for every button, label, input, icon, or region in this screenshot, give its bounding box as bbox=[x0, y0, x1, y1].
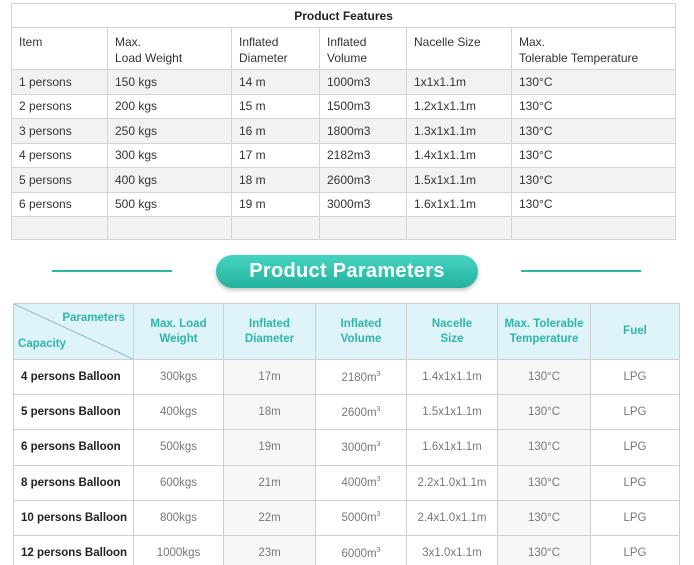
parameters-cell-diameter: 19m bbox=[224, 430, 316, 465]
features-cell-empty bbox=[512, 217, 676, 240]
features-cell: 1.4x1x1.1m bbox=[407, 143, 512, 168]
features-cell: 3000m3 bbox=[320, 192, 407, 217]
parameters-header-text: Size bbox=[440, 332, 464, 345]
parameters-corner-cell bbox=[14, 304, 134, 360]
features-cell: 200 kgs bbox=[108, 94, 232, 119]
features-cell-empty bbox=[12, 217, 108, 240]
parameters-cell-volume bbox=[316, 430, 407, 465]
parameters-cell-nacelle: 1.6x1x1.1m bbox=[407, 430, 498, 465]
features-cell: 1 persons bbox=[12, 70, 108, 95]
parameters-header-cell bbox=[134, 304, 224, 360]
table-row bbox=[12, 119, 676, 144]
features-cell: 300 kgs bbox=[108, 143, 232, 168]
parameters-cell-fuel: LPG bbox=[591, 430, 680, 465]
parameters-header-text: Max. Tolerable bbox=[504, 317, 584, 330]
table-row bbox=[14, 500, 680, 535]
features-header-text: Item bbox=[19, 35, 43, 49]
features-cell: 1.5x1x1.1m bbox=[407, 168, 512, 193]
parameters-cell-load: 500kgs bbox=[134, 430, 224, 465]
product-parameters-heading: Product Parameters bbox=[216, 255, 478, 288]
volume-unit-superscript: 3 bbox=[376, 476, 381, 484]
table-row bbox=[12, 94, 676, 119]
features-header-cell bbox=[108, 28, 232, 70]
parameters-header-text: Inflated bbox=[340, 317, 382, 330]
volume-unit-superscript: 3 bbox=[376, 405, 381, 413]
parameters-cell-fuel: LPG bbox=[591, 535, 680, 565]
parameters-cell-capacity: 5 persons Balloon bbox=[14, 395, 134, 430]
features-header-text: Tolerable Temperature bbox=[519, 51, 639, 65]
features-cell: 3 persons bbox=[12, 119, 108, 144]
parameters-cell-volume bbox=[316, 500, 407, 535]
parameters-header-cell bbox=[498, 304, 591, 360]
parameters-cell-fuel: LPG bbox=[591, 465, 680, 500]
parameters-cell-temp: 130°C bbox=[498, 500, 591, 535]
features-cell-empty bbox=[320, 217, 407, 240]
parameters-cell-nacelle: 2.2x1.0x1.1m bbox=[407, 465, 498, 500]
parameters-cell-fuel: LPG bbox=[591, 395, 680, 430]
parameters-cell-capacity: 6 persons Balloon bbox=[14, 430, 134, 465]
features-cell: 15 m bbox=[232, 94, 320, 119]
features-cell: 130°C bbox=[512, 143, 676, 168]
features-header-cell bbox=[407, 28, 512, 70]
heading-divider-right bbox=[521, 270, 641, 272]
features-header-text: Inflated bbox=[239, 35, 279, 49]
features-cell-empty bbox=[108, 217, 232, 240]
parameters-cell-volume bbox=[316, 465, 407, 500]
features-cell: 14 m bbox=[232, 70, 320, 95]
volume-unit-superscript: 3 bbox=[376, 546, 381, 554]
volume-unit-superscript: 3 bbox=[376, 511, 381, 519]
volume-unit-superscript: 3 bbox=[376, 370, 381, 378]
product-features-table bbox=[11, 3, 676, 240]
parameters-cell-load: 800kgs bbox=[134, 500, 224, 535]
parameters-cell-volume bbox=[316, 360, 407, 395]
parameters-header-text: Temperature bbox=[509, 332, 579, 345]
parameters-cell-volume bbox=[316, 395, 407, 430]
parameters-header-text: Weight bbox=[159, 332, 198, 345]
features-cell: 2 persons bbox=[12, 94, 108, 119]
parameters-cell-diameter: 18m bbox=[224, 395, 316, 430]
table-row bbox=[12, 143, 676, 168]
parameters-cell-fuel: LPG bbox=[591, 500, 680, 535]
features-header-text: Diameter bbox=[239, 51, 288, 65]
features-cell: 130°C bbox=[512, 94, 676, 119]
features-cell: 1500m3 bbox=[320, 94, 407, 119]
parameters-cell-diameter: 23m bbox=[224, 535, 316, 565]
volume-value: 6000m bbox=[341, 547, 377, 560]
table-row bbox=[14, 535, 680, 565]
features-cell: 1800m3 bbox=[320, 119, 407, 144]
features-cell-empty bbox=[232, 217, 320, 240]
features-cell: 1000m3 bbox=[320, 70, 407, 95]
features-header-text: Max. bbox=[519, 35, 546, 49]
features-header-text: Load Weight bbox=[115, 51, 183, 65]
volume-value: 5000m bbox=[341, 512, 377, 525]
features-cell: 1x1x1.1m bbox=[407, 70, 512, 95]
features-header-text: Inflated bbox=[327, 35, 367, 49]
features-cell: 17 m bbox=[232, 143, 320, 168]
volume-value: 4000m bbox=[341, 477, 377, 490]
table-row bbox=[14, 430, 680, 465]
parameters-cell-temp: 130°C bbox=[498, 465, 591, 500]
parameters-header-cell bbox=[591, 304, 680, 360]
features-cell: 400 kgs bbox=[108, 168, 232, 193]
volume-unit-superscript: 3 bbox=[376, 441, 381, 449]
features-cell: 4 persons bbox=[12, 143, 108, 168]
features-cell: 16 m bbox=[232, 119, 320, 144]
parameters-cell-load: 1000kgs bbox=[134, 535, 224, 565]
parameters-cell-nacelle: 2.4x1.0x1.1m bbox=[407, 500, 498, 535]
parameters-header-text: Inflated bbox=[249, 317, 290, 330]
corner-label-capacity: Capacity bbox=[18, 338, 66, 350]
features-cell: 2600m3 bbox=[320, 168, 407, 193]
features-cell: 130°C bbox=[512, 70, 676, 95]
features-header-text: Volume bbox=[327, 51, 368, 65]
parameters-header-cell bbox=[407, 304, 498, 360]
features-cell: 500 kgs bbox=[108, 192, 232, 217]
parameters-cell-diameter: 17m bbox=[224, 360, 316, 395]
parameters-header-text: Nacelle bbox=[431, 317, 473, 330]
parameters-header-text: Volume bbox=[340, 332, 382, 345]
table-row bbox=[14, 465, 680, 500]
heading-divider-left bbox=[52, 270, 172, 272]
features-cell: 130°C bbox=[512, 119, 676, 144]
parameters-header-cell bbox=[224, 304, 316, 360]
parameters-cell-diameter: 22m bbox=[224, 500, 316, 535]
features-cell: 18 m bbox=[232, 168, 320, 193]
parameters-cell-temp: 130°C bbox=[498, 395, 591, 430]
parameters-cell-load: 600kgs bbox=[134, 465, 224, 500]
volume-value: 2600m bbox=[341, 406, 377, 419]
features-cell-empty bbox=[407, 217, 512, 240]
features-cell: 1.3x1x1.1m bbox=[407, 119, 512, 144]
parameters-cell-temp: 130°C bbox=[498, 430, 591, 465]
features-cell: 6 persons bbox=[12, 192, 108, 217]
features-cell: 5 persons bbox=[12, 168, 108, 193]
parameters-cell-nacelle: 3x1.0x1.1m bbox=[407, 535, 498, 565]
features-cell: 2182m3 bbox=[320, 143, 407, 168]
table-row-empty bbox=[12, 217, 676, 240]
volume-value: 3000m bbox=[341, 441, 377, 454]
features-header-text: Max. bbox=[115, 35, 142, 49]
parameters-header-text: Fuel bbox=[623, 325, 647, 337]
parameters-cell-volume bbox=[316, 535, 407, 565]
parameters-cell-diameter: 21m bbox=[224, 465, 316, 500]
parameters-cell-capacity: 4 persons Balloon bbox=[14, 360, 134, 395]
table-row bbox=[12, 168, 676, 193]
features-cell: 150 kgs bbox=[108, 70, 232, 95]
parameters-header-cell bbox=[316, 304, 407, 360]
parameters-cell-temp: 130°C bbox=[498, 535, 591, 565]
features-header-cell bbox=[12, 28, 108, 70]
parameters-cell-load: 300kgs bbox=[134, 360, 224, 395]
parameters-cell-temp: 130°C bbox=[498, 360, 591, 395]
table-row bbox=[12, 192, 676, 217]
parameters-cell-capacity: 8 persons Balloon bbox=[14, 465, 134, 500]
features-cell: 19 m bbox=[232, 192, 320, 217]
parameters-header-text: Max. Load bbox=[150, 317, 207, 330]
corner-label-parameters: Parameters bbox=[62, 312, 125, 324]
parameters-cell-fuel: LPG bbox=[591, 360, 680, 395]
parameters-header-row bbox=[14, 304, 680, 360]
features-cell: 130°C bbox=[512, 168, 676, 193]
features-header-row bbox=[12, 28, 676, 70]
parameters-cell-nacelle: 1.4x1x1.1m bbox=[407, 360, 498, 395]
table-row bbox=[12, 70, 676, 95]
parameters-cell-capacity: 12 persons Balloon bbox=[14, 535, 134, 565]
table-row bbox=[14, 395, 680, 430]
parameters-cell-capacity: 10 persons Balloon bbox=[14, 500, 134, 535]
features-title: Product Features bbox=[12, 4, 676, 28]
parameters-header-text: Diameter bbox=[244, 332, 295, 345]
volume-value: 2180m bbox=[341, 371, 377, 384]
features-header-cell bbox=[512, 28, 676, 70]
parameters-cell-load: 400kgs bbox=[134, 395, 224, 430]
table-row bbox=[14, 360, 680, 395]
parameters-cell-nacelle: 1.5x1x1.1m bbox=[407, 395, 498, 430]
features-cell: 1.6x1x1.1m bbox=[407, 192, 512, 217]
features-cell: 130°C bbox=[512, 192, 676, 217]
features-header-cell bbox=[232, 28, 320, 70]
product-parameters-table bbox=[13, 303, 680, 565]
features-cell: 1.2x1x1.1m bbox=[407, 94, 512, 119]
features-cell: 250 kgs bbox=[108, 119, 232, 144]
features-header-cell bbox=[320, 28, 407, 70]
features-header-text: Nacelle Size bbox=[414, 35, 481, 49]
